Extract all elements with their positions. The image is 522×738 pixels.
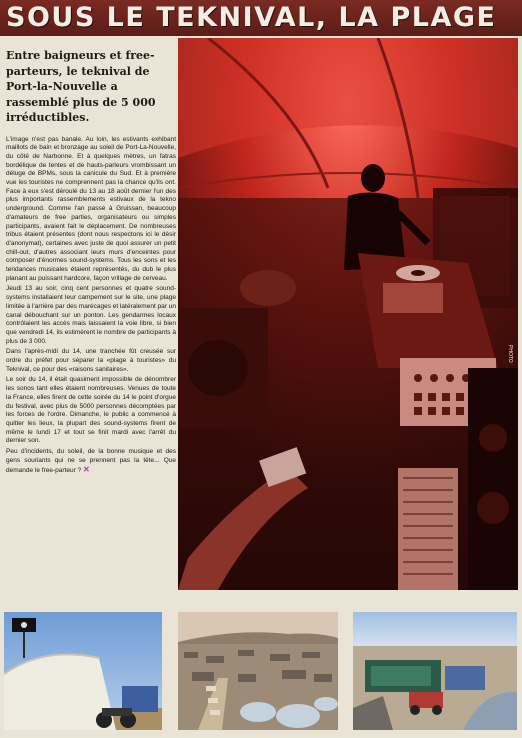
article-paragraph-5 [6, 448, 176, 475]
article-paragraph-5-text: Peu d'incidents, du soleil, de la bonne musique et des gens souriants qui ne se prennent pas la tête... Que demande le free-parteur ? [6, 448, 176, 474]
main-photo [178, 38, 518, 590]
photo-tent-flag-image [4, 612, 162, 730]
end-mark-icon: ✕ [82, 464, 90, 474]
page-title: SOUS LE TEKNIVAL, LA PLAGE [6, 2, 497, 33]
photo-vehicles-tents-image [353, 612, 517, 730]
photo-camp-aerial-image [178, 612, 338, 730]
photo-vehicles-tents [353, 612, 517, 730]
photo-camp-aerial [178, 612, 338, 730]
article-paragraph-4: Le soir du 14, il était quasiment impossible de dénombrer les sonos tant elles étaient nombreuses. Venues de toute la France, elles firent de cette soirée du 14 le point d'orgue du festival, avec plus de 5000 personnes décomptées par les forces de l'ordre. Dimanche, le public a commencé à quitter les lieux, la plupart des sound-systems firent de même le lundi 17 et tout se finit mardi avec l'arrêt du dernier son. [6, 376, 176, 445]
article-paragraph-2: Jeudi 13 au soir, cinq cent personnes et quatre sound-systems installaient leur campement sur le site, une plage limitée à l'arrière par des marécages et latéralement par un canal débouchant sur un ponton. Les gendarmes locaux contrôlaient les accès mais laissaient la voie libre, si bien que vendredi 14, ils estimèrent le nombre de participants à plus de 3 000. [6, 285, 176, 345]
photo-credit: PHOTO [507, 345, 513, 363]
main-photo-image [178, 38, 518, 590]
article-paragraph-3: Dans l'après-midi du 14, une tranchée fût creusée sur ordre du préfet pour séparer la «plage à touristes» du Teknival, ce pour des «raisons sanitaires». [6, 348, 176, 373]
article-column [6, 48, 176, 593]
title-banner [0, 0, 522, 36]
photo-tent-flag [4, 612, 162, 730]
article-paragraph-1: L'image n'est pas banale. Au loin, les estivants exhibant maillots de bain et bronzage au soleil de Port-La-Nouvelle, du côté de Narbonne. Et à quelques mètres, un fatras bordélique de tentes et de hauts-parleurs vrombissant un déluge de BPMs, sous la canicule du Sud. Et à première vue les touristes ne comprennent pas la chance qu'ils ont. Face à eux s'est déroulé du 13 au 18 août dernier l'un des plus importants rassemblements estivaux de la tekno underground. Comme l'an passé à Gruissan, beaucoup d'amateurs de free parties, organisateurs ou simples participants, avaient fait le déplacement. De nombreuses tribus étaient présentes (dont nous respectons ici le désir d'anonymat), certaines avec juste de quoi assurer un petit chill-out, d'autres associant leurs murs d'enceintes pour composer d'énormes sound-systems. Tous les sons et les tendances musicales étaient représentés, du dub le plus planant au puissant hardcore, façon vrillage de cerveau. [6, 135, 176, 282]
article-lead: Entre baigneurs et free-parteurs, le teknival de Port-la-Nouvelle a rassemblé plus de 5 000 irréductibles. [6, 49, 156, 124]
